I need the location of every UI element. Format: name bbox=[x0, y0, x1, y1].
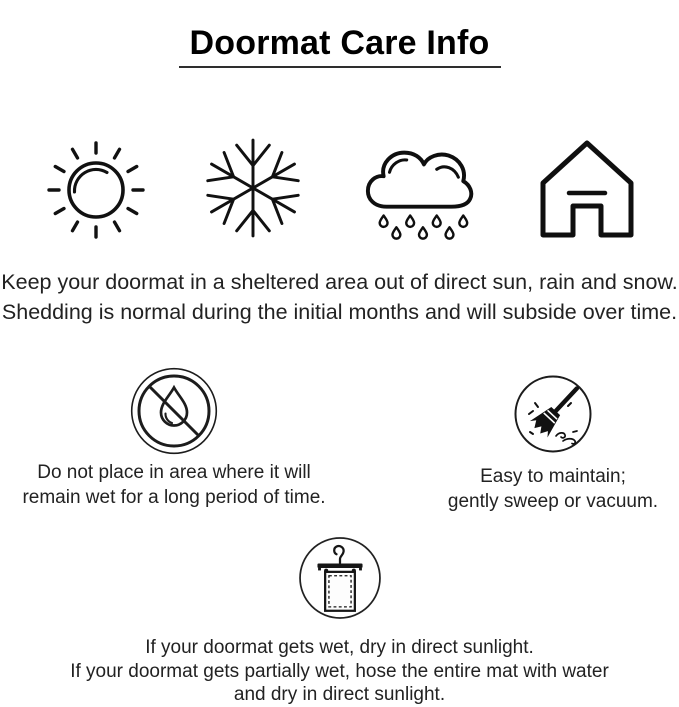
sun-icon bbox=[46, 135, 146, 241]
care-row bbox=[0, 367, 679, 514]
sun-icon-svg bbox=[46, 135, 146, 241]
snowflake-icon-svg bbox=[202, 134, 304, 242]
rain-cloud-icon bbox=[361, 137, 479, 239]
sweep-caption-line-1: Easy to maintain; bbox=[480, 466, 626, 488]
no-water-caption bbox=[22, 460, 325, 510]
snowflake-icon bbox=[202, 134, 304, 242]
drying-caption-line-1: If your doormat gets wet, dry in direct sunlight. bbox=[145, 637, 534, 659]
weather-icons-row bbox=[0, 132, 679, 244]
house-icon bbox=[535, 136, 639, 240]
broom-icon bbox=[513, 374, 593, 454]
care-item-no-water bbox=[0, 367, 348, 514]
hang-dry-icon bbox=[298, 536, 382, 620]
drying-section bbox=[0, 536, 679, 707]
title-block bbox=[0, 0, 679, 91]
sweep-caption bbox=[448, 464, 658, 514]
drying-caption-line-2: If your doormat gets partially wet, hose the entire mat with water bbox=[70, 660, 609, 682]
drying-caption bbox=[0, 636, 679, 707]
drying-caption-line-3: and dry in direct sunlight. bbox=[233, 684, 446, 706]
hang-dry-icon-svg bbox=[298, 536, 382, 620]
intro-line-1: Keep your doormat in a sheltered area out of direct sun, rain and snow. bbox=[1, 270, 678, 295]
intro-text bbox=[0, 267, 679, 327]
no-water-icon bbox=[130, 367, 218, 455]
care-item-sweep bbox=[427, 367, 679, 514]
no-water-caption-line-1: Do not place in area where it will bbox=[37, 462, 311, 484]
no-water-caption-line-2: remain wet for a long period of time. bbox=[22, 487, 326, 509]
broom-icon-svg bbox=[513, 374, 593, 454]
page-title: Doormat Care Info bbox=[179, 25, 501, 69]
house-icon-svg bbox=[535, 136, 639, 240]
intro-line-2: Shedding is normal during the initial months and will subside over time. bbox=[1, 300, 678, 325]
sweep-caption-line-2: gently sweep or vacuum. bbox=[447, 491, 659, 513]
rain-cloud-icon-svg bbox=[361, 137, 479, 239]
no-water-icon-svg bbox=[130, 367, 218, 455]
